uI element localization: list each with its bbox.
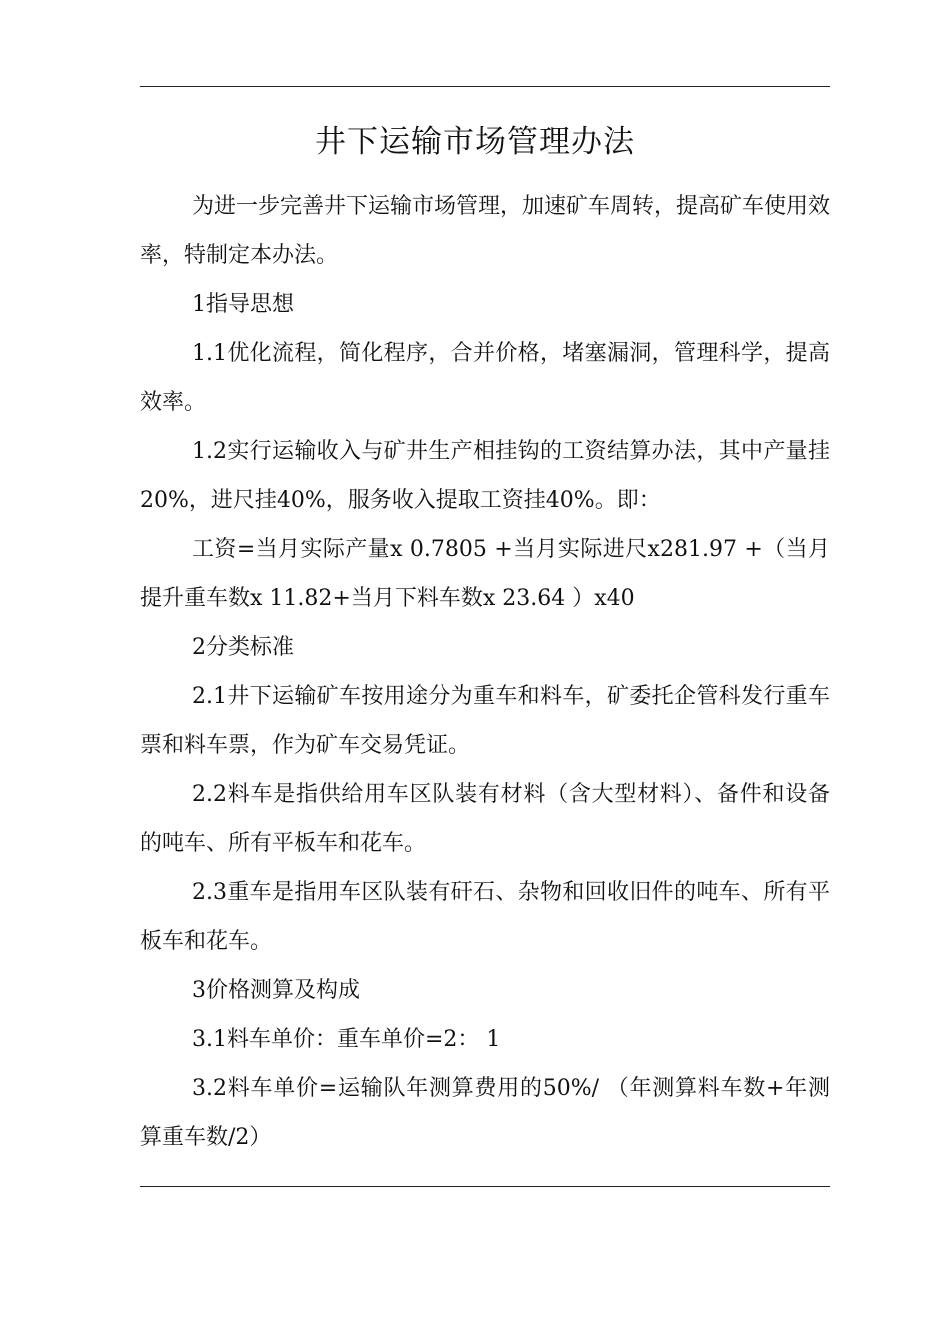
header-rule — [140, 86, 830, 87]
document-body — [140, 182, 830, 1162]
clause-paragraph: 3.2料车单价=运输队年测算费用的50%/ （年测算料车数+年测算重车数/2） — [140, 1076, 830, 1150]
clause-paragraph: 1.2实行运输收入与矿井生产相挂钩的工资结算办法，其中产量挂20%，进尺挂40%，服务收入提取工资挂40%。即： — [140, 439, 830, 513]
section-heading: 3价格测算及构成 — [192, 978, 360, 1003]
clause-paragraph: 1.1优化流程，简化程序，合并价格，堵塞漏洞，管理科学，提高效率。 — [140, 341, 830, 415]
clause-paragraph: 2.3重车是指用车区队装有矸石、杂物和回收旧件的吨车、所有平板车和花车。 — [140, 880, 830, 954]
section-heading: 2分类标准 — [192, 635, 294, 660]
formula-paragraph: 工资=当月实际产量x 0.7805 +当月实际进尺x281.97 +（当月提升重车数x 11.82+当月下料车数x 23.64 ）x40 — [140, 537, 830, 611]
clause-paragraph: 3.1料车单价：重车单价=2： 1 — [192, 1027, 501, 1052]
footer-rule — [140, 1186, 830, 1187]
clause-paragraph: 2.1井下运输矿车按用途分为重车和料车，矿委托企管科发行重车票和料车票，作为矿车交易凭证。 — [140, 684, 830, 758]
clause-paragraph: 2.2料车是指供给用车区队装有材料（含大型材料）、备件和设备的吨车、所有平板车和花车。 — [140, 782, 830, 856]
section-heading: 1指导思想 — [192, 292, 294, 317]
document-title: 井下运输市场管理办法 — [315, 124, 635, 160]
intro-paragraph: 为进一步完善井下运输市场管理，加速矿车周转，提高矿车使用效率，特制定本办法。 — [140, 194, 831, 268]
